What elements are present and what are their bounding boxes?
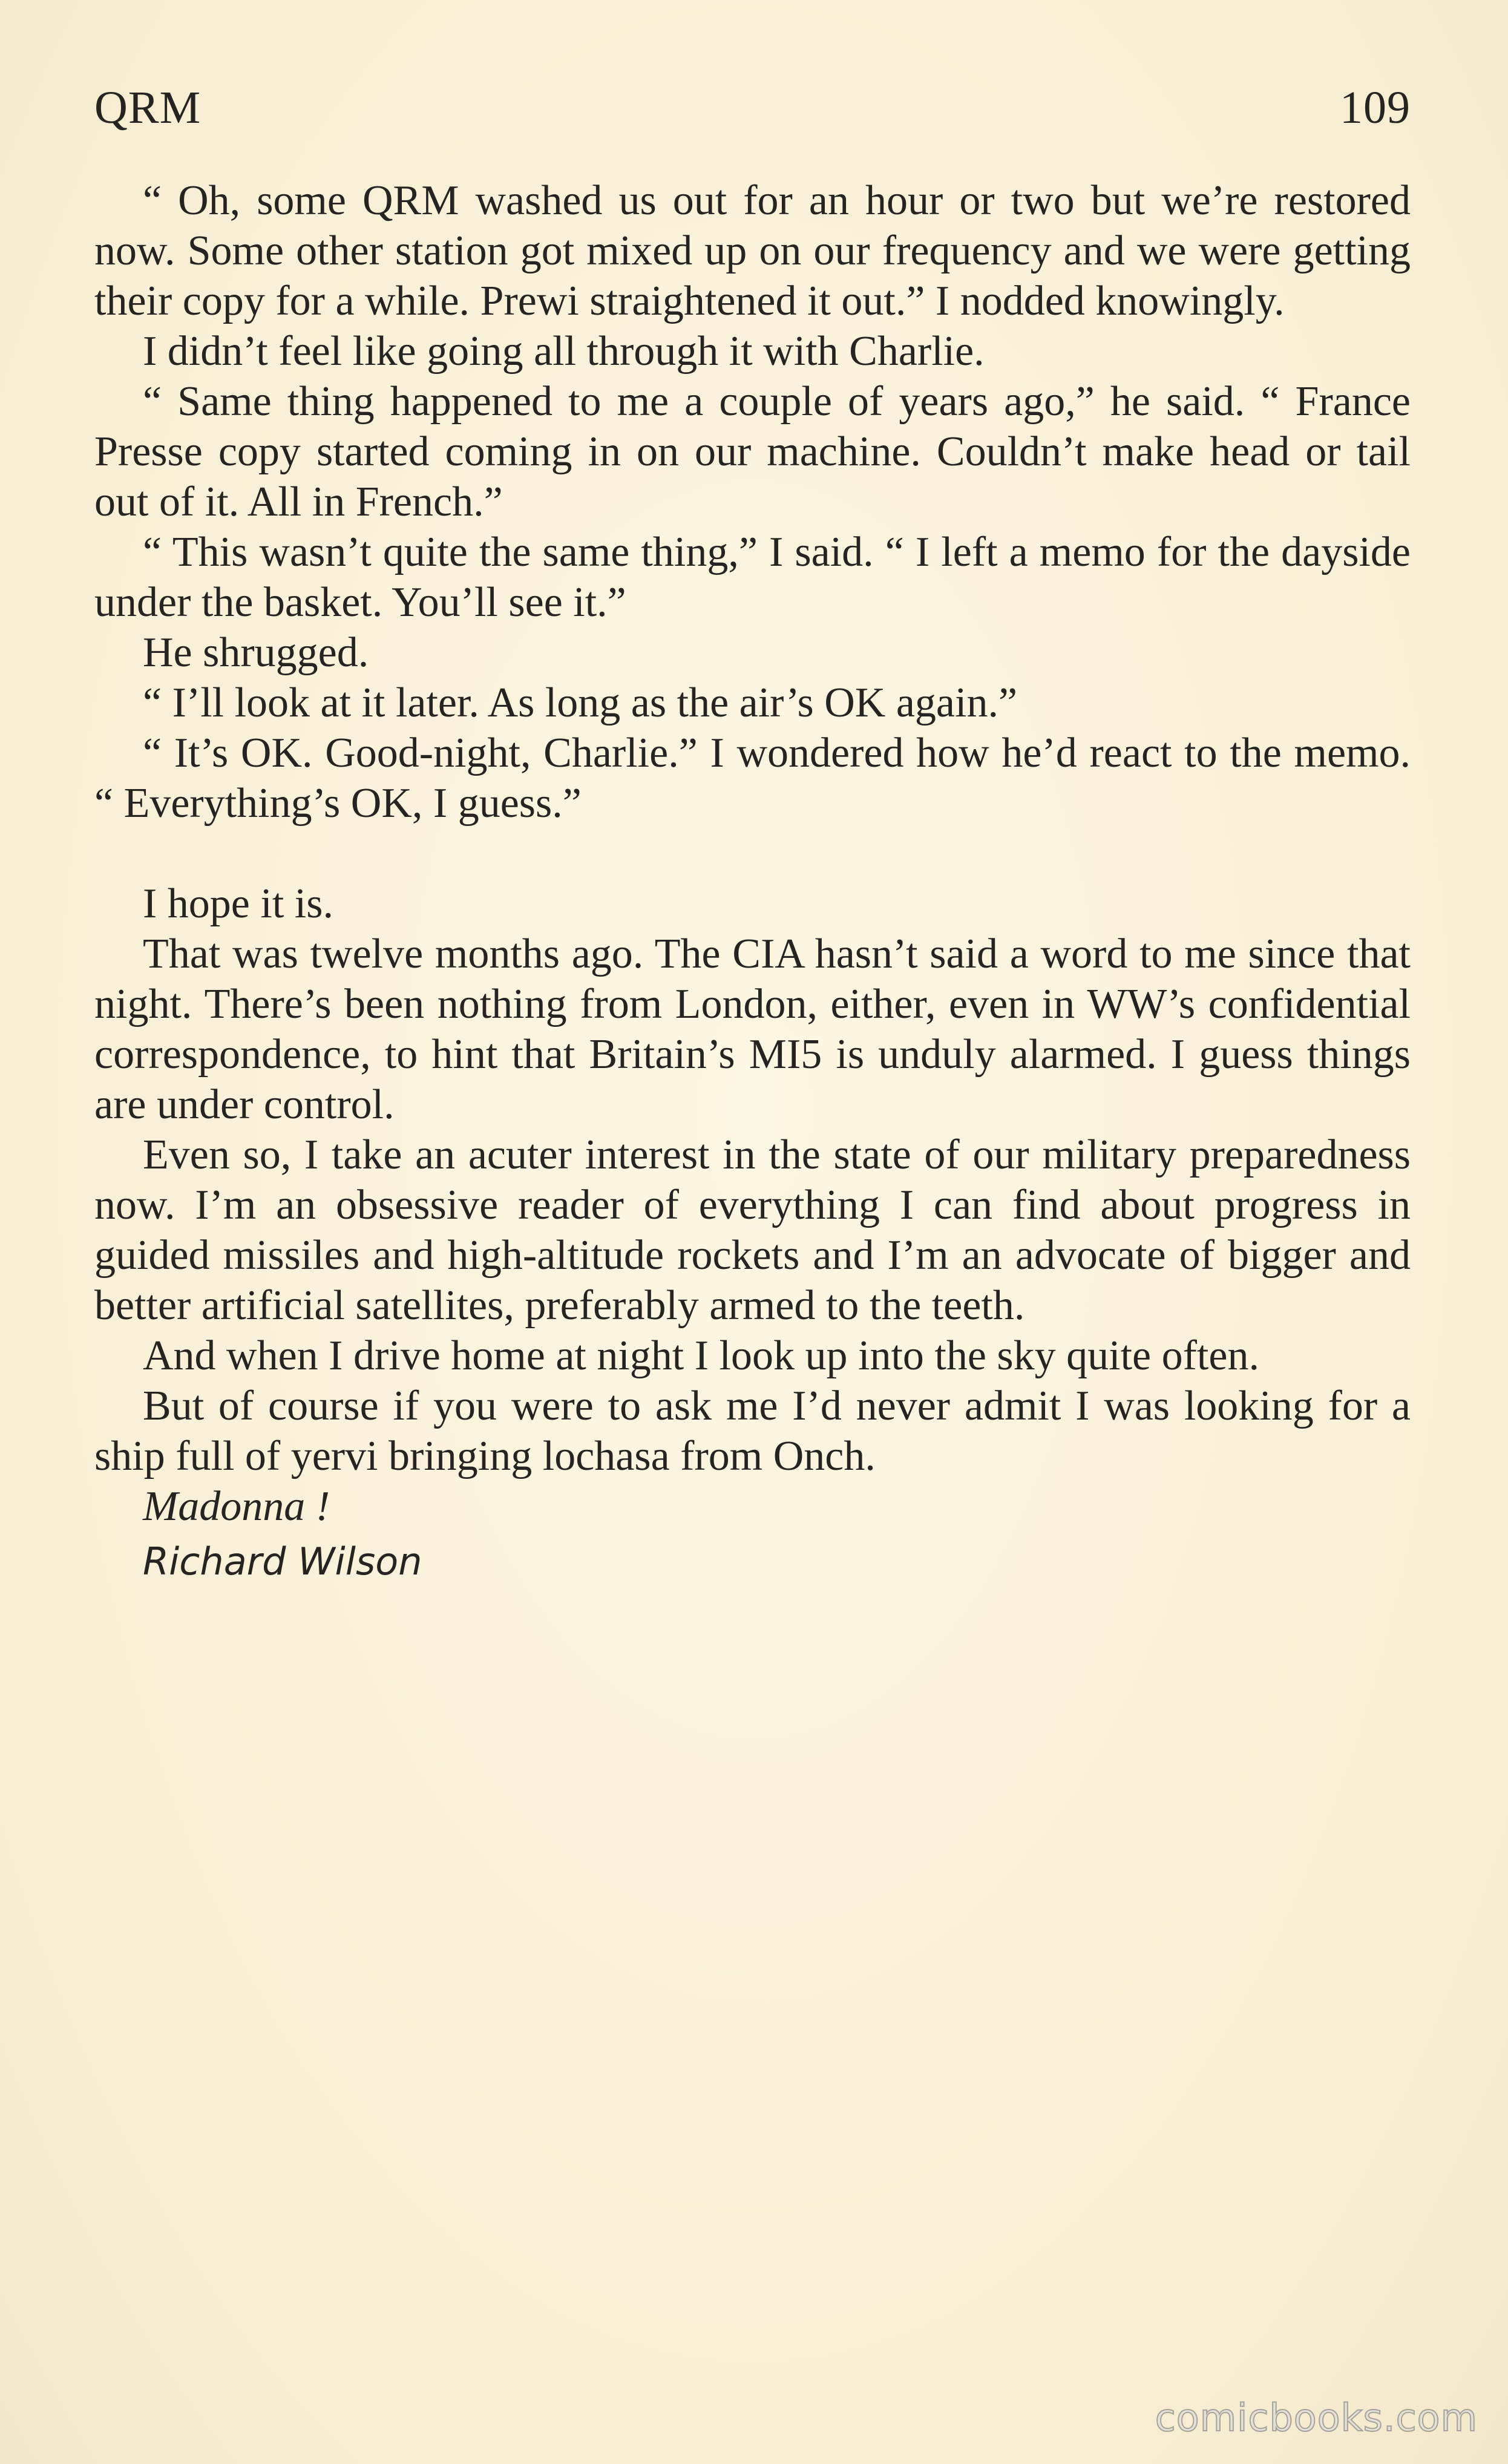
paragraph: “ I’ll look at it later. As long as the air’s OK again.” — [143, 680, 1018, 726]
paragraph: “ Oh, some QRM washed us out for an hour or two but we’re restored now. Some other station got mixed up on our frequency and we were getting their copy for a while. Prewi straightened it out.” I nodded knowingly. — [94, 177, 1411, 324]
paragraph: “ This wasn’t quite the same thing,” I said. “ I left a memo for the dayside under the basket. You’ll see it.” — [94, 529, 1411, 626]
running-head — [94, 77, 1411, 138]
signoff-word: Madonna — [143, 1483, 306, 1530]
paragraph: And when I drive home at night I look up into the sky quite often. — [143, 1332, 1259, 1379]
paragraph: Even so, I take an acuter interest in the state of our military preparedness now. I’m an obsessive reader of everything I can find about progress in guided missiles and high-altitude rockets and I’m an advocate of bigger and better artificial satellites, preferably armed to the teeth. — [94, 1132, 1411, 1329]
paragraph: But of course if you were to ask me I’d never admit I was looking for a ship full of yervi bringing lochasa from Onch. — [94, 1383, 1411, 1479]
paragraph: I didn’t feel like going all through it with Charlie. — [143, 328, 985, 375]
paragraph: That was twelve months ago. The CIA hasn’t said a word to me since that night. There’s been nothing from London, either, even in WW’s confidential correspondence, to hint that Britain’s MI5 is unduly alarmed. I guess things are under control. — [94, 931, 1411, 1128]
paragraph: “ Same thing happened to me a couple of years ago,” he said. “ France Presse copy started coming in on our machine. Couldn’t make head or tail out of it. All in French.” — [94, 378, 1411, 525]
paragraph: I hope it is. — [143, 880, 333, 927]
paragraph: He shrugged. — [143, 629, 369, 676]
author-byline: Richard Wilson — [143, 1539, 422, 1584]
signoff-punctuation: ! — [305, 1483, 330, 1530]
story-text — [94, 175, 1411, 1592]
page-number: 109 — [1340, 82, 1411, 133]
watermark: comicbooks.com — [1155, 2396, 1478, 2440]
running-head-title: QRM — [94, 82, 202, 133]
signoff-line — [94, 1481, 1411, 1532]
paragraph: “ It’s OK. Good-night, Charlie.” I wondered how he’d react to the memo. “ Everything’s OK, I guess.” — [94, 730, 1411, 827]
